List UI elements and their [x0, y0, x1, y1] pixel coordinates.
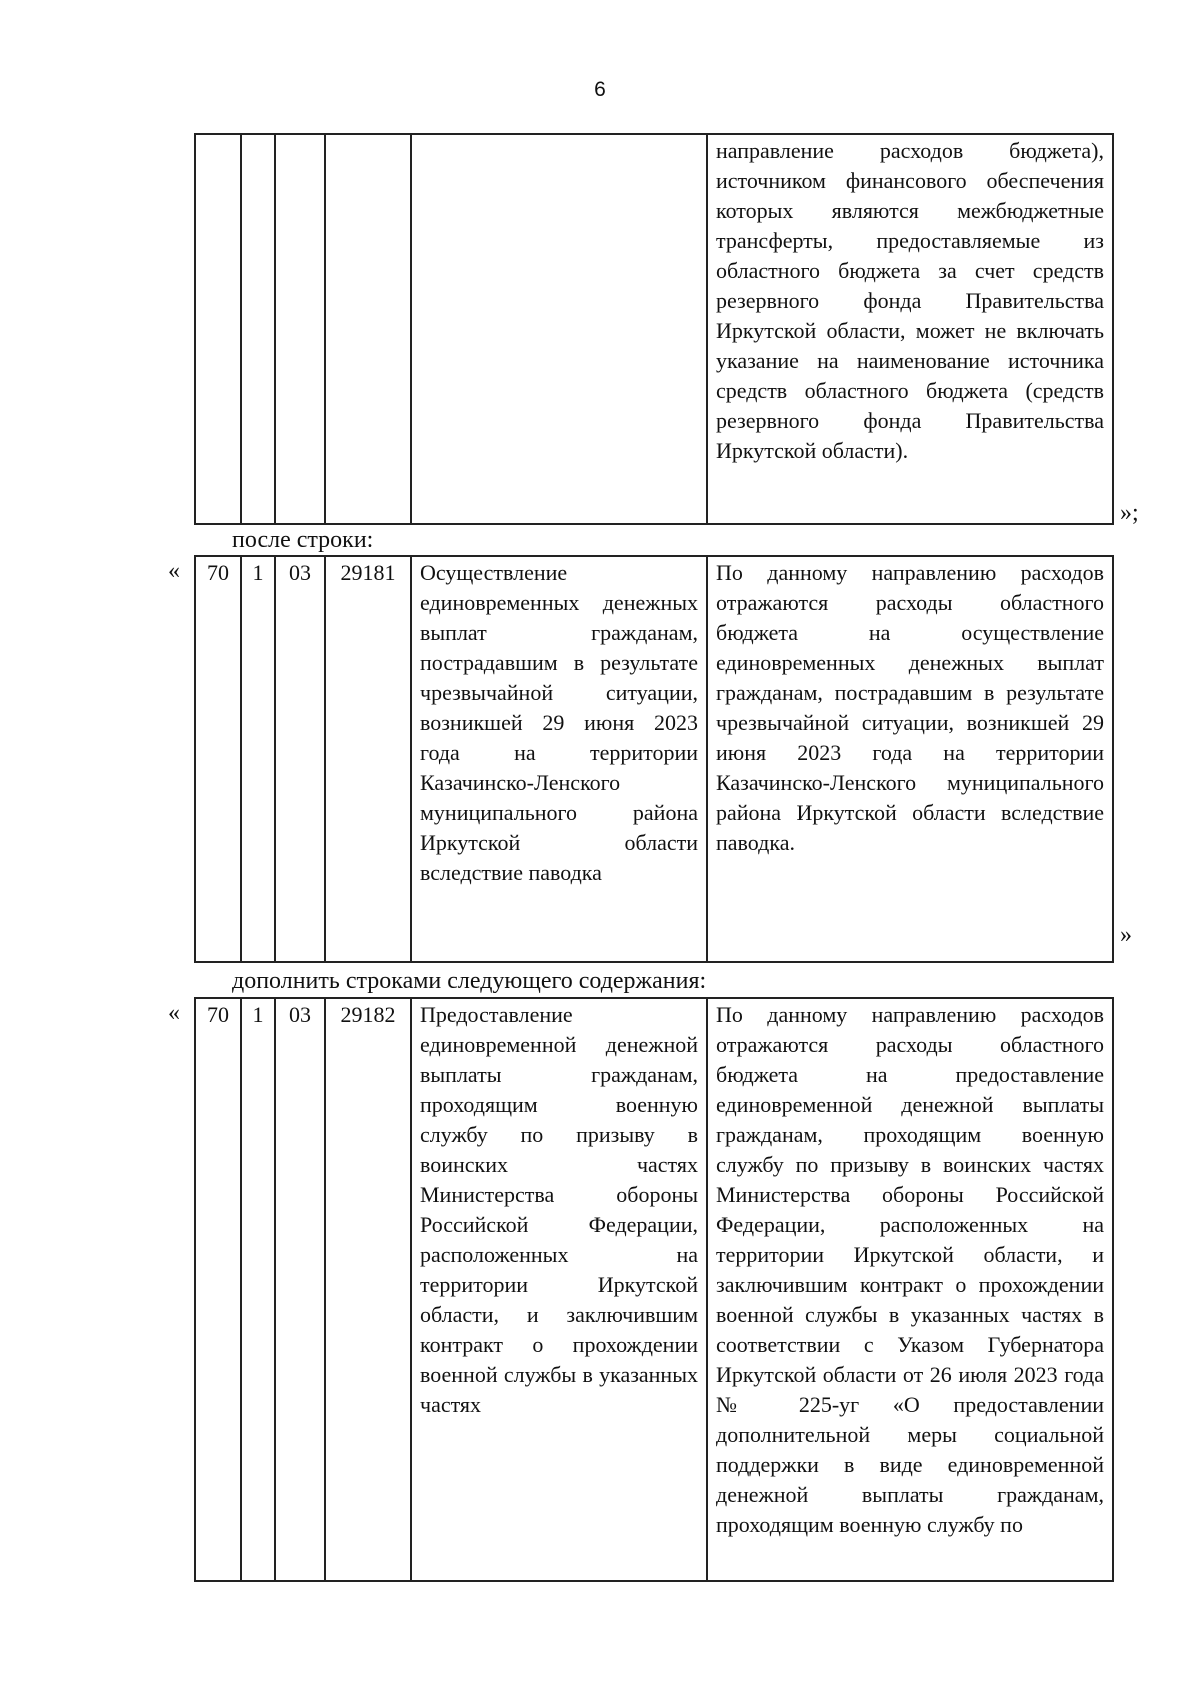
- cell-code-2: 1: [241, 998, 275, 1581]
- cell-code-3: 03: [275, 998, 325, 1581]
- open-quote: «: [168, 1000, 180, 1026]
- cell-code-3: 03: [275, 556, 325, 962]
- cell-empty: [241, 134, 275, 524]
- page-number: 6: [594, 78, 606, 101]
- open-quote: «: [168, 558, 180, 584]
- table-row: [195, 134, 1113, 524]
- cell-code-1: 70: [195, 998, 241, 1581]
- cell-code-1: 70: [195, 556, 241, 962]
- cell-description: направление расходов бюджета), источником финансового обеспечения которых являются межбюджетные трансферты, предоставляемые из областного бюджета за счет средств резервного фонда Правительства Иркутской области, может не включать указание на наименование источника средств областного бюджета (средств резервного фонда Правительства Иркутской области).: [707, 134, 1113, 524]
- table-continuation: [194, 133, 1114, 525]
- table-row-29182: [194, 997, 1114, 1582]
- cell-empty: [411, 134, 707, 524]
- cell-code-4: 29181: [325, 556, 411, 962]
- add-rows-label: дополнить строками следующего содержания:: [232, 968, 707, 994]
- close-quote: »;: [1120, 500, 1139, 526]
- cell-description: По данному направлению расходов отражаются расходы областного бюджета на предоставление единовременной денежной выплаты гражданам, проходящим военную службу по призыву в воинских частях Министерства обороны Российской Федерации, расположенных на территории Иркутской области, и заключившим контракт о прохождении военной службы в указанных частях в соответствии с Указом Губернатора Иркутской области от 26 июля 2023 года № 225-уг «О предоставлении дополнительной меры социальной поддержки в виде единовременной денежной выплаты гражданам, проходящим военную службу по: [707, 998, 1113, 1581]
- close-quote: »: [1120, 922, 1132, 948]
- table-row: [195, 556, 1113, 962]
- table-row: [195, 998, 1113, 1581]
- cell-description: По данному направлению расходов отражаются расходы областного бюджета на осуществление единовременных денежных выплат гражданам, пострадавшим в результате чрезвычайной ситуации, возникшей 29 июня 2023 года на территории Казачинско-Ленского муниципального района Иркутской области вследствие паводка.: [707, 556, 1113, 962]
- cell-code-2: 1: [241, 556, 275, 962]
- cell-code-4: 29182: [325, 998, 411, 1581]
- cell-name: Осуществление единовременных денежных выплат гражданам, пострадавшим в результате чрезвычайной ситуации, возникшей 29 июня 2023 года на территории Казачинско-Ленского муниципального района Иркутской области вследствие паводка: [411, 556, 707, 962]
- table-row-29181: [194, 555, 1114, 963]
- cell-empty: [325, 134, 411, 524]
- cell-empty: [275, 134, 325, 524]
- after-row-label: после строки:: [232, 527, 374, 553]
- cell-empty: [195, 134, 241, 524]
- cell-name: Предоставление единовременной денежной выплаты гражданам, проходящим военную службу по призыву в воинских частях Министерства обороны Российской Федерации, расположенных на территории Иркутской области, и заключившим контракт о прохождении военной службы в указанных частях: [411, 998, 707, 1581]
